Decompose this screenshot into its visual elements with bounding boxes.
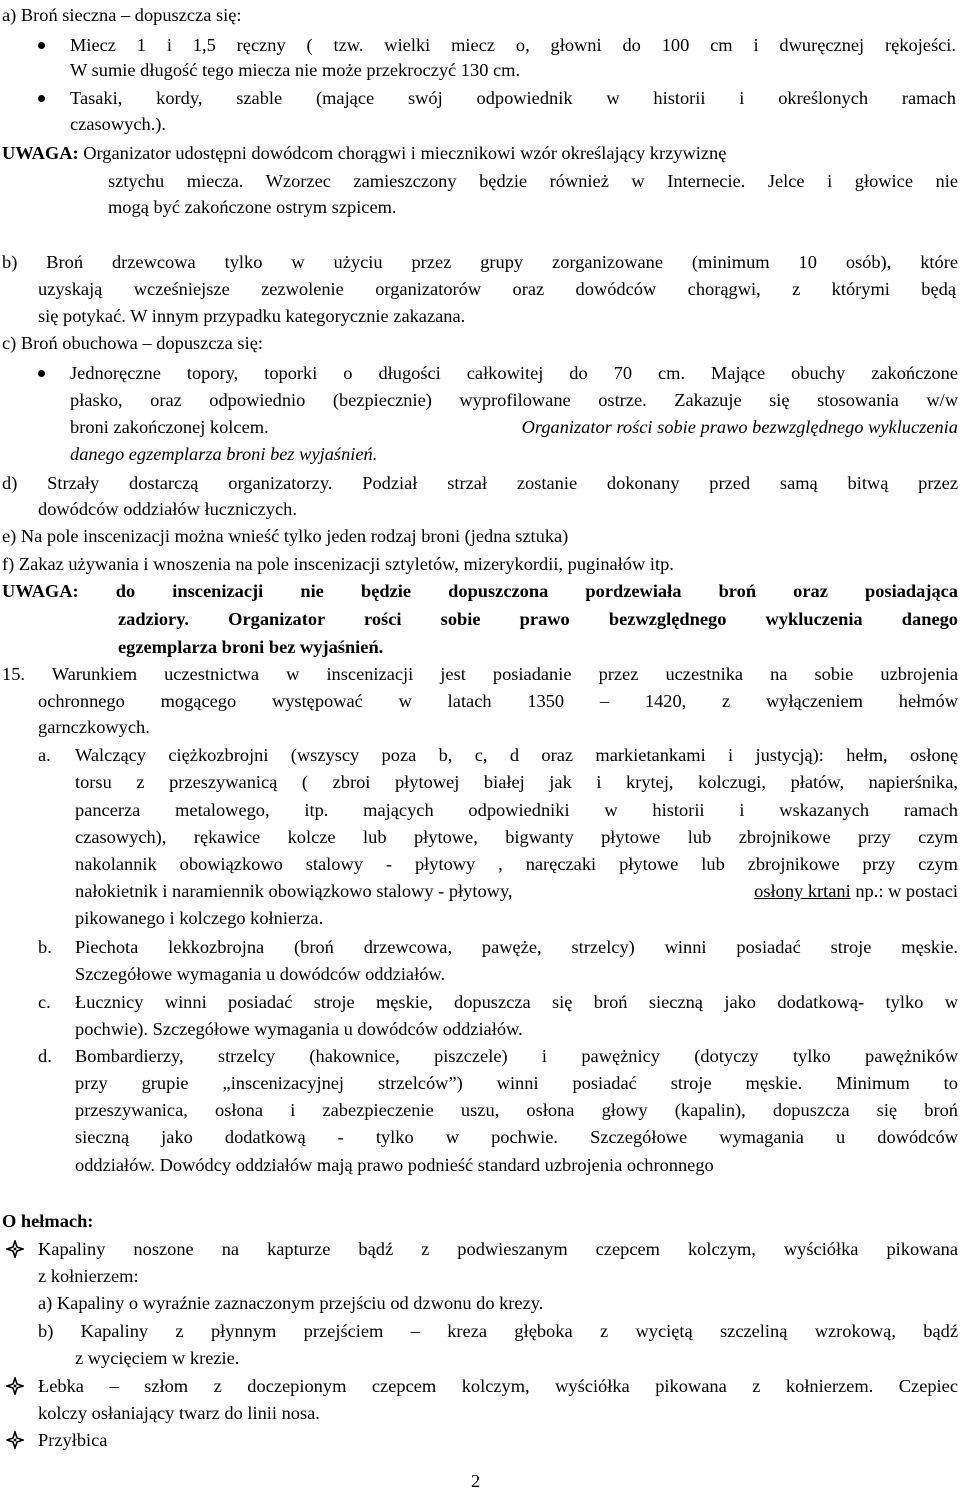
a-bullet2-line2: czasowych.). [70, 114, 166, 134]
section-d-line2: dowódców oddziałów łuczniczych. [38, 499, 297, 519]
p15-a-line3: pancerza metalowego, itp. mających odpowiedniki w historii i wskazanych ramach [75, 800, 958, 820]
section-b-line1: b) Broń drzewcowa tylko w użyciu przez grupy zorganizowane (minimum 10 osób), które [2, 252, 958, 272]
uwaga1-text: Organizator udostępni dowódcom chorągwi i miecznikowi wzór określający krzywiznę [83, 143, 727, 163]
p15-a-line4: czasowych), rękawice kolcze lub płytowe, bigwanty płytowe lub zbrojnikowe przy czym [75, 827, 958, 847]
bullet-dot-icon [38, 95, 45, 102]
p15-c-line2: pochwie). Szczegółowe wymagania u dowódców oddziałów. [75, 1019, 523, 1039]
section-e-line1: e) Na pole inscenizacji można wnieść tylko jeden rodzaj broni (jedna sztuka) [2, 526, 569, 546]
diamond-bullet-icon [6, 1240, 24, 1258]
uwaga1-label: UWAGA: [2, 143, 79, 163]
helmet2-line1: Łebka – szłom z doczepionym czepcem kolczym, wyściółka pikowana z kołnierzem. Czepiec [38, 1376, 958, 1396]
section-a-heading: a) Broń sieczna – dopuszcza się: [2, 5, 242, 25]
bullet-dot-icon [38, 370, 45, 377]
helmets-heading: O hełmach: [2, 1211, 94, 1231]
section-b-line3: się potykać. W innym przypadku kategorycznie zakazana. [38, 306, 466, 326]
section-c-heading: c) Broń obuchowa – dopuszcza się: [2, 333, 263, 353]
p15-line2: ochronnego mogącego występować w latach 1350 – 1420, z wyłączeniem hełmów [38, 691, 958, 711]
p15-a-line6 [75, 880, 958, 904]
diamond-bullet-icon [6, 1431, 24, 1449]
p15-a-line5: nakolannik obowiązkowo stalowy - płytowy , naręczaki płytowe lub zbrojnikowe przy czym [75, 854, 958, 874]
uwaga1-line2: sztychu miecza. Wzorzec zamieszczony będzie również w Internecie. Jelce i głowice nie [108, 171, 958, 191]
helmet2-line2: kolczy osłaniający twarz do linii nosa. [38, 1403, 320, 1423]
p15-c-label: c. [38, 992, 51, 1012]
uwaga2-line3: egzemplarza broni bez wyjaśnień. [118, 637, 384, 657]
a-bullet1-line2: W sumie długość tego miecza nie może przekroczyć 130 cm. [70, 60, 521, 80]
p15-c-line1: Łucznicy winni posiadać stroje męskie, dopuszcza się broń sieczną jako dodatkową- tylko w [75, 992, 958, 1012]
p15-a-label: a. [38, 745, 51, 765]
p15-a-line2: torsu z przeszywanicą ( zbroi płytowej białej jak i krytej, kolczugi, płatów, napierśnika, [75, 772, 958, 792]
section-d-line1: d) Strzały dostarczą organizatorzy. Podział strzał zostanie dokonany przed samą bitwą przez [2, 473, 958, 493]
p15-d-line4: sieczną jako dodatkową - tylko w pochwie. Szczegółowe wymagania u dowódców [75, 1127, 958, 1147]
p15-d-line3: przeszywanica, osłona i zabezpieczenie uszu, osłona głowy (kapalin), dopuszcza się broń [75, 1100, 958, 1120]
c-line1: Jednoręczne topory, toporki o długości całkowitej do 70 cm. Mające obuchy zakończone [70, 363, 958, 383]
uwaga1-line1 [2, 142, 958, 166]
section-b-line2: uzyskają wcześniejsze zezwolenie organizatorów oraz dowódców chorągwi, z którymi będą [38, 279, 956, 299]
c-line3 [70, 416, 958, 440]
helmet1-line2: z kołnierzem: [38, 1266, 139, 1286]
c-line4: danego egzemplarza broni bez wyjaśnień. [70, 444, 378, 464]
uwaga1-line3: mogą być zakończone ostrym szpicem. [108, 197, 397, 217]
p15-a-line1: Walczący ciężkozbrojni (wszyscy poza b, c, d oraz markietankami i justycją): hełm, osłonę [75, 745, 958, 765]
bullet-dot-icon [38, 42, 45, 49]
osłony-krtani-link: osłony krtani [754, 881, 851, 901]
p15-line1: 15. Warunkiem uczestnictwa w inscenizacji jest posiadanie przez uczestnika na sobie uzbrojenia [2, 664, 958, 684]
page-number: 2 [471, 1471, 481, 1491]
p15-a-line6-tail: osłony krtani np.: w postaci [754, 881, 958, 901]
section-f-line1: f) Zakaz używania i wnoszenia na pole inscenizacji sztyletów, mizerykordii, puginałów itp. [2, 554, 674, 574]
p15-b-line2: Szczegółowe wymagania u dowódców oddziałów. [75, 964, 446, 984]
p15-a-line6-text: nałokietnik i naramiennik obowiązkowo stalowy - płytowy, [75, 881, 513, 901]
p15-line3: garnczkowych. [38, 717, 150, 737]
c-line2: płasko, oraz odpowiednio (bezpiecznie) wyprofilowane ostrze. Zakazuje się stosowania w/w [70, 390, 958, 410]
a-bullet2-line1: Tasaki, kordy, szable (mające swój odpowiednik w historii i określonych ramach [70, 88, 956, 108]
diamond-bullet-icon [6, 1377, 24, 1395]
helmet1-line1: Kapaliny noszone na kapturze bądź z podwieszanym czepcem kolczym, wyściółka pikowana [38, 1239, 958, 1259]
helmet1-b-line1: b) Kapaliny z płynnym przejściem – kreza głęboka z wyciętą szczeliną wzrokową, bądź [38, 1321, 958, 1341]
p15-a-line7: pikowanego i kolczego kołnierza. [75, 908, 324, 928]
helmet1-b-line2: z wycięciem w krezie. [75, 1348, 240, 1368]
uwaga2-line2: zadziory. Organizator rości sobie prawo bezwzględnego wykluczenia danego [118, 609, 958, 629]
c-line3-text: broni zakończonej kolcem. [70, 417, 269, 437]
p15-d-line2: przy grupie „inscenizacyjnej strzelców”) winni posiadać stroje męskie. Minimum to [75, 1073, 958, 1093]
p15-d-line1: Bombardierzy, strzelcy (hakownice, piszczele) i pawężnicy (dotyczy tylko pawężników [75, 1046, 958, 1066]
p15-d-label: d. [38, 1046, 52, 1066]
uwaga2-line1: UWAGA: do inscenizacji nie będzie dopuszczona pordzewiała broń oraz posiadająca [2, 581, 958, 601]
p15-b-label: b. [38, 937, 52, 957]
p15-d-line5: oddziałów. Dowódcy oddziałów mają prawo podnieść standard uzbrojenia ochronnego [75, 1155, 714, 1175]
p15-b-line1: Piechota lekkozbrojna (broń drzewcowa, pawęże, strzelcy) winni posiadać stroje męskie. [75, 937, 958, 957]
helmet3-line1: Przyłbica [38, 1430, 108, 1450]
c-line3-italic: Organizator rości sobie prawo bezwzględnego wykluczenia [521, 417, 958, 437]
a-bullet1-line1: Miecz 1 i 1,5 ręczny ( tzw. wielki miecz o, głowni do 100 cm i dwuręcznej rękojeści. [70, 35, 956, 55]
helmet1-a-line1: a) Kapaliny o wyraźnie zaznaczonym przejściu od dzwonu do krezy. [38, 1293, 544, 1313]
